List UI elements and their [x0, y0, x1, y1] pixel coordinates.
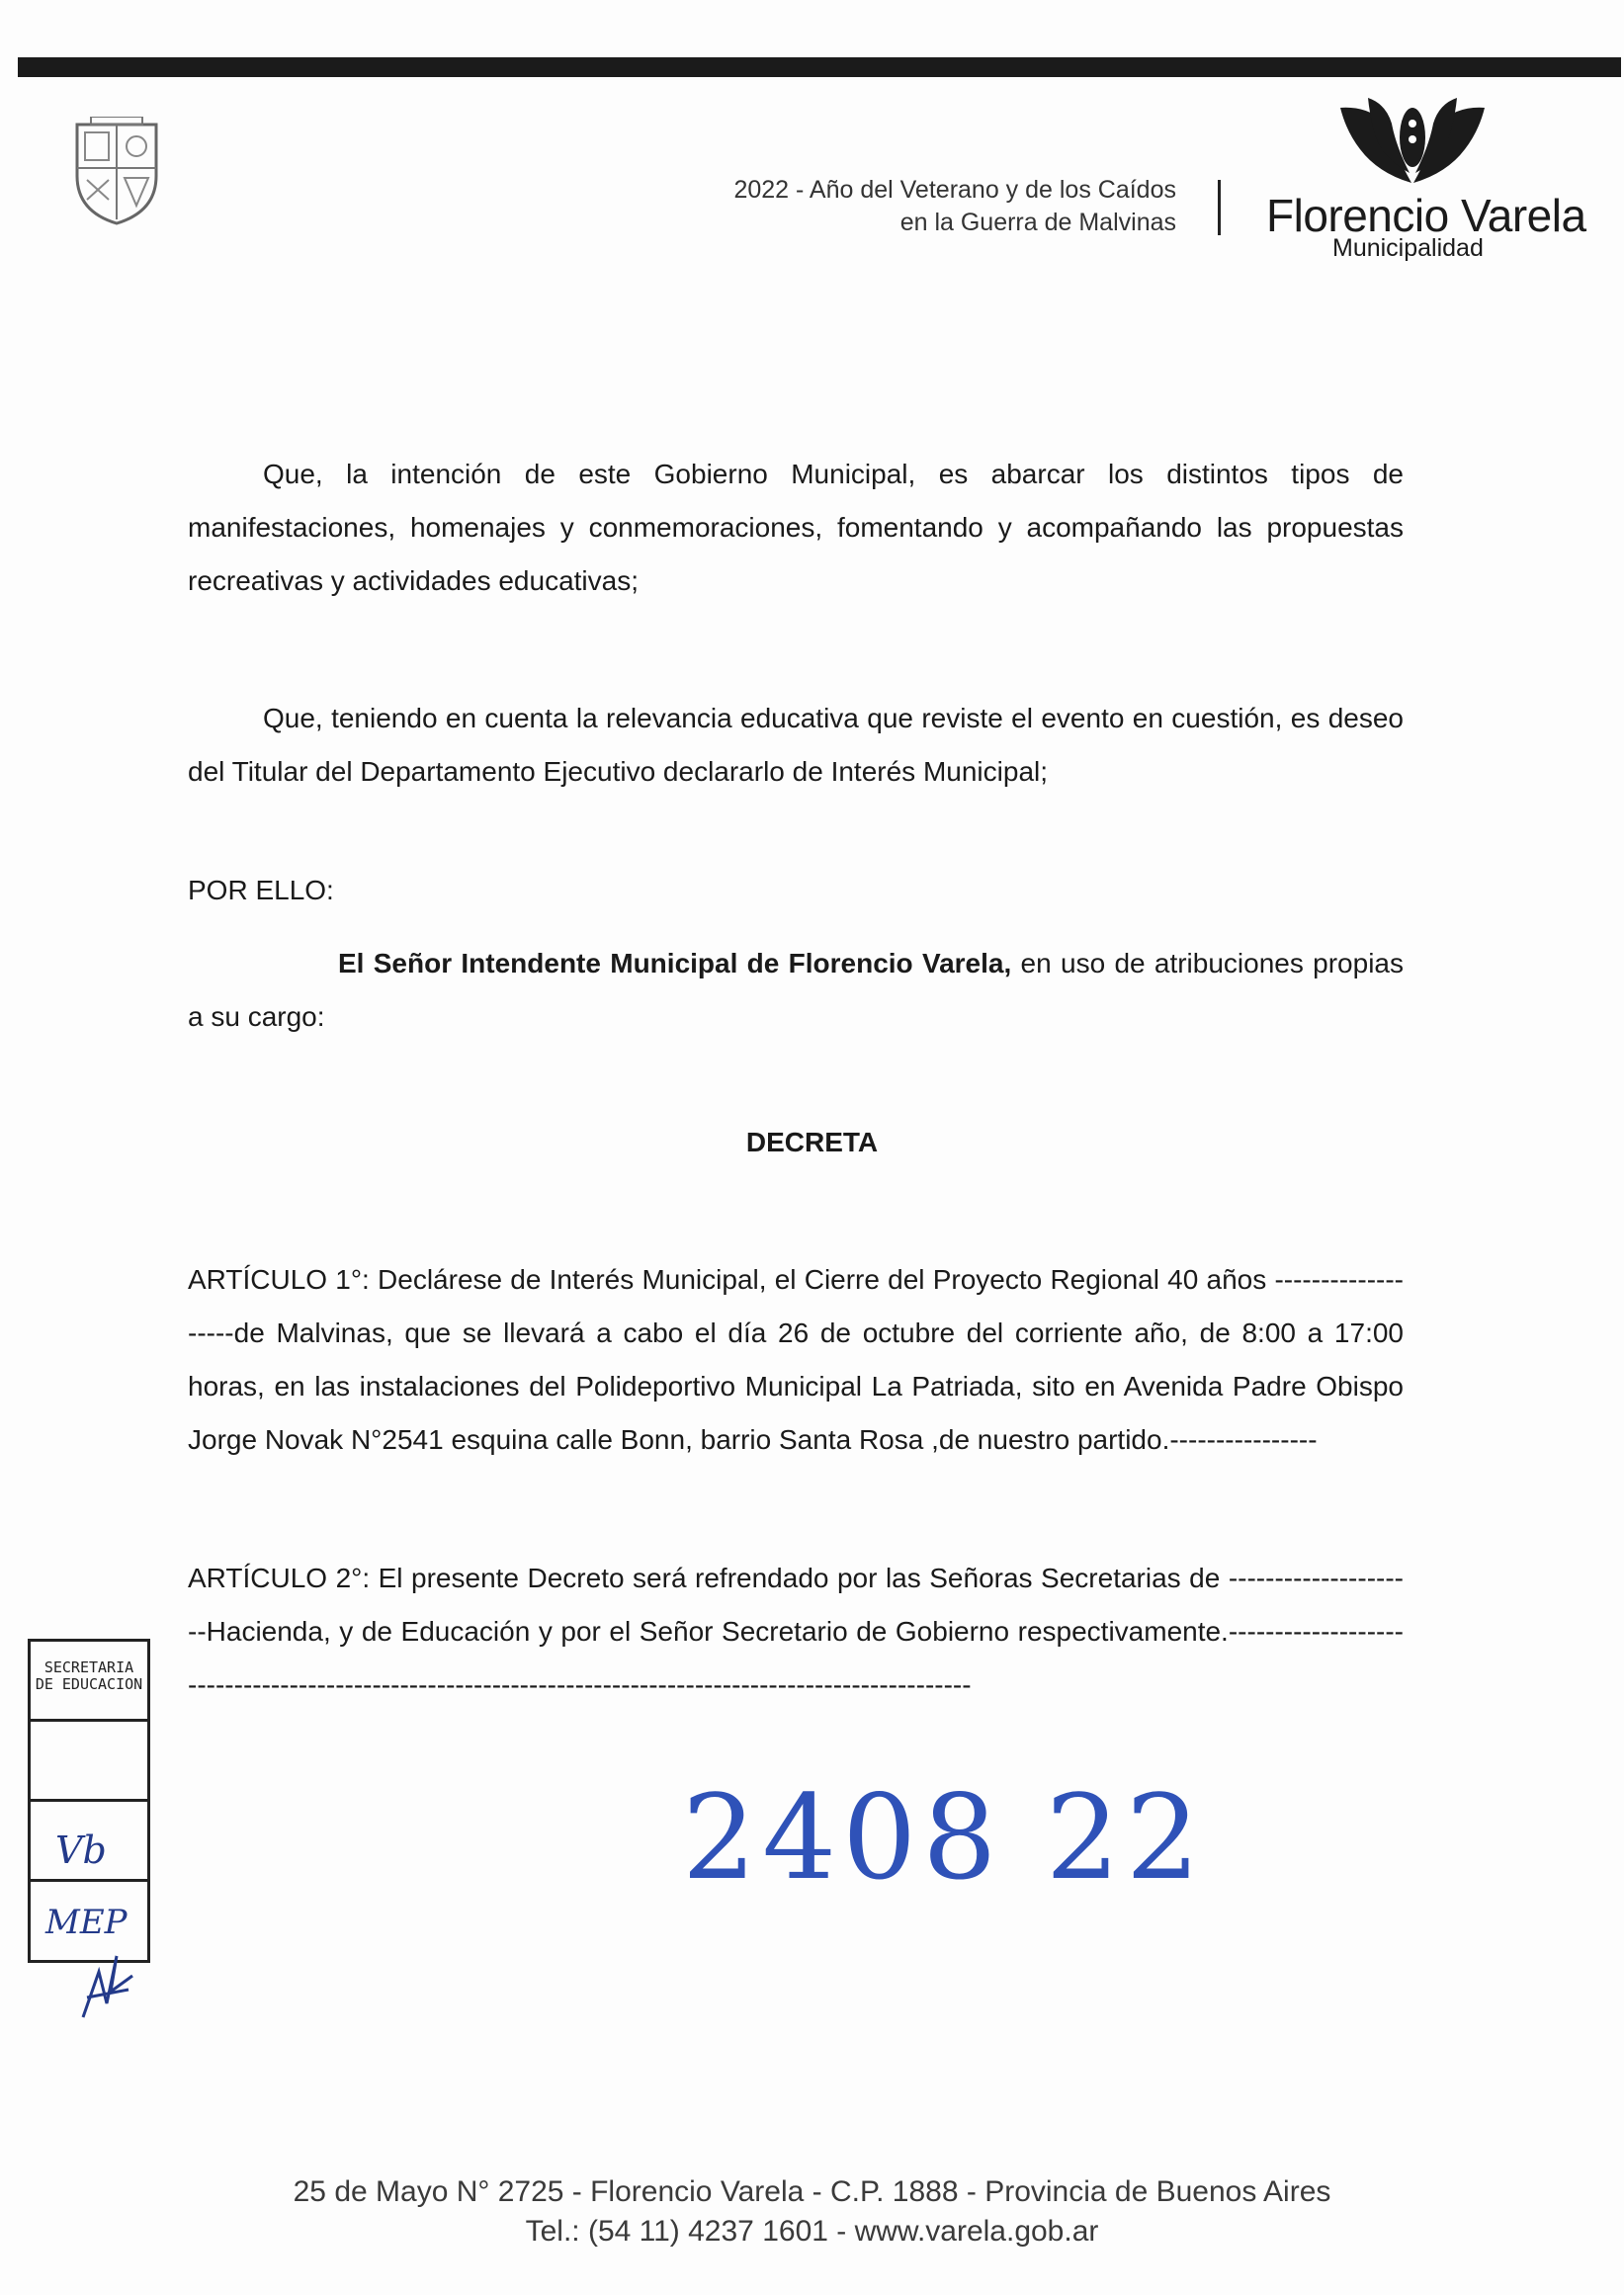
- stamp-title-line-1: SECRETARIA: [43, 1658, 134, 1676]
- decree-number-stamp: 2408 22: [682, 1769, 1206, 1906]
- commemorative-year-text: [554, 174, 1176, 239]
- municipal-crest-icon: [71, 117, 162, 227]
- stamp-empty-cell: [31, 1722, 147, 1802]
- intendente-rest-text: en uso de atribuciones propias a su cargo:: [188, 948, 1404, 1032]
- logo-name: Florencio Varela: [1266, 190, 1586, 241]
- year-line-1: 2022 - Año del Veterano y de los Caídos: [733, 176, 1176, 204]
- footer-line-1: 25 de Mayo N° 2725 - Florencio Varela - C.P. 1888 - Provincia de Buenos Aires: [293, 2175, 1331, 2208]
- article-1: ARTÍCULO 1°: Declárese de Interés Municipal, el Cierre del Proyecto Regional 40 años -------------------de Malvinas, que se llevará a cabo el día 26 de octubre del corriente año, de 8:00 a 17:00 horas, en las instalaciones del Polideportivo Municipal La Patriada, sito en Avenida Padre Obispo Jorge Novak N°2541 esquina calle Bonn, barrio Santa Rosa ,de nuestro partido.----------------: [188, 1264, 1404, 1455]
- handwritten-initials-1: Vb: [55, 1828, 107, 1872]
- por-ello-heading: POR ELLO:: [188, 875, 334, 905]
- paragraph-intencion-text: Que, la intención de este Gobierno Municipal, es abarcar los distintos tipos de manifestaciones, homenajes y conmemoraciones, fomentando y acompañando las propuestas recreativas y actividades educativas;: [188, 459, 1404, 596]
- municipality-logo: [1247, 94, 1586, 267]
- signature-scribble-icon: [77, 1942, 136, 2021]
- stamp-title-cell: [31, 1642, 147, 1722]
- footer-address: [0, 2172, 1624, 2252]
- paragraph-relevancia: [188, 692, 1404, 799]
- article-2: ARTÍCULO 2°: El presente Decreto será refrendado por las Señoras Secretarias de ---------------------Hacienda, y de Educación y por el Señor Secretario de Gobierno respectivamente.--------------------------------------------------------------------------------------------------------: [188, 1563, 1404, 1700]
- stamp-title-line-2: DE EDUCACION: [35, 1675, 143, 1693]
- paragraph-intencion: [188, 448, 1404, 608]
- florencio-varela-logo-icon: [1338, 94, 1487, 188]
- paragraph-relevancia-text: Que, teniendo en cuenta la relevancia educativa que reviste el evento en cuestión, es deseo del Titular del Departamento Ejecutivo declararlo de Interés Municipal;: [188, 703, 1404, 787]
- paragraph-intendente: [188, 937, 1404, 1044]
- logo-subtitle: Municipalidad: [1332, 234, 1484, 262]
- footer-line-2: Tel.: (54 11) 4237 1601 - www.varela.gob.ar: [525, 2215, 1099, 2248]
- stamp-title: [31, 1642, 147, 1693]
- decreta-heading: DECRETA: [745, 1127, 879, 1157]
- year-line-2: en la Guerra de Malvinas: [899, 209, 1176, 236]
- handwritten-initials-2: MEP: [45, 1903, 128, 1942]
- header-divider: [1218, 180, 1221, 235]
- top-border-bar: [18, 57, 1621, 77]
- intendente-bold-text: El Señor Intendente Municipal de Florencio Varela,: [338, 948, 1012, 978]
